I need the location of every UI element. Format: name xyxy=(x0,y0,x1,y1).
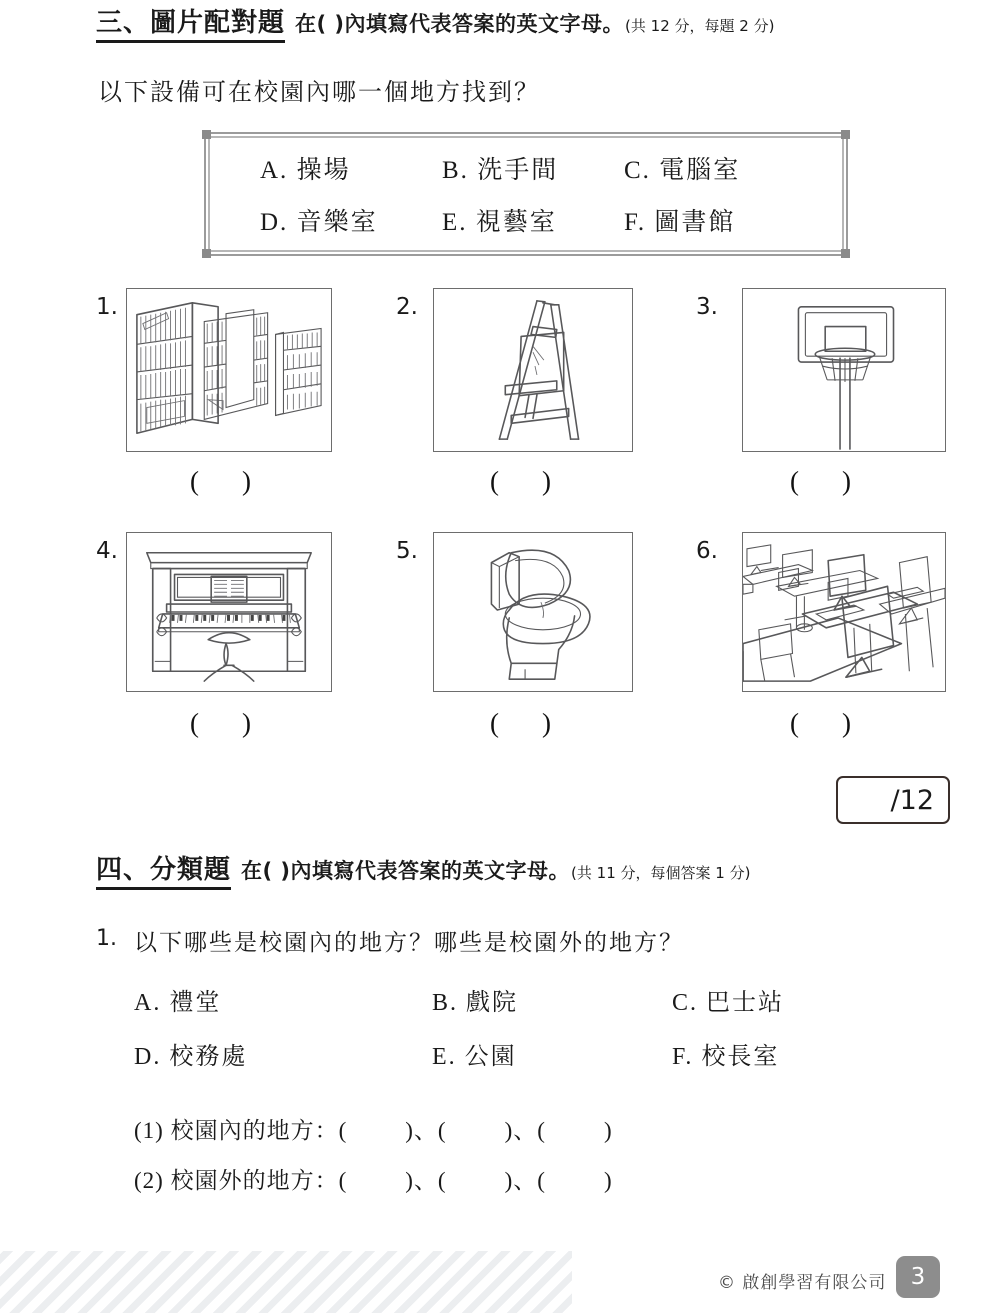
category-option-d-letter: D. xyxy=(134,1044,162,1070)
answer-row-1-blank-3[interactable]: ( ) xyxy=(537,1118,613,1143)
picture-5-answer[interactable]: ( ) xyxy=(490,708,552,738)
picture-item-6 xyxy=(696,532,946,742)
category-option-a-letter: A. xyxy=(134,990,162,1016)
picture-3-number: 3. xyxy=(696,294,718,320)
picture-1-number: 1. xyxy=(96,294,118,320)
question-1-text: 以下哪些是校園內的地方？哪些是校園外的地方？ xyxy=(134,930,684,955)
category-option-b xyxy=(432,982,518,1017)
category-option-d xyxy=(134,1036,247,1071)
picture-2-answer[interactable]: ( ) xyxy=(490,466,552,496)
picture-4-answer[interactable]: ( ) xyxy=(190,708,252,738)
picture-3-answer[interactable]: ( ) xyxy=(790,466,852,496)
answer-row-2[interactable]: (2) 校園外的地方：( )、( )、( ) xyxy=(134,1168,613,1193)
category-option-f-text: 校長室 xyxy=(701,1044,780,1070)
answer-row-1[interactable]: (1) 校園內的地方：( )、( )、( ) xyxy=(134,1118,613,1143)
option-a-letter: A. xyxy=(260,157,289,184)
option-b-text: 洗手間 xyxy=(477,157,559,184)
picture-item-3 xyxy=(696,288,946,498)
answer-row-1-blank-2[interactable]: ( ) xyxy=(437,1118,514,1143)
bookshelves-icon xyxy=(126,288,332,452)
answer-row-2-blank-2[interactable]: ( ) xyxy=(437,1168,514,1193)
option-a-text: 操場 xyxy=(296,157,351,184)
toilet-icon xyxy=(433,532,633,692)
upright-piano-icon xyxy=(126,532,332,692)
option-a xyxy=(260,150,442,186)
category-option-a xyxy=(134,982,221,1017)
picture-6-number: 6. xyxy=(696,538,718,564)
section-3-heading xyxy=(96,8,774,43)
copyright-text: © 啟創學習有限公司 xyxy=(718,1273,887,1293)
category-option-c xyxy=(672,982,784,1017)
option-e-text: 視藝室 xyxy=(475,209,557,236)
option-f-letter: F. xyxy=(624,209,647,236)
picture-item-2 xyxy=(396,288,646,498)
option-f xyxy=(624,202,806,238)
picture-item-1 xyxy=(96,288,346,498)
category-option-d-text: 校務處 xyxy=(169,1044,248,1070)
computer-room-icon xyxy=(742,532,946,692)
picture-6-answer[interactable]: ( ) xyxy=(790,708,852,738)
section-3-prompt: 以下設備可在校園內哪一個地方找到？ xyxy=(98,80,540,106)
answer-row-2-label: (2) 校園外的地方： xyxy=(134,1168,339,1193)
category-option-a-text: 禮堂 xyxy=(169,990,222,1016)
picture-2-number: 2. xyxy=(396,294,418,320)
section-3-title: 三、圖片配對題 xyxy=(96,10,285,43)
option-b xyxy=(442,150,624,186)
section-4-title: 四、分類題 xyxy=(96,857,231,890)
category-option-e xyxy=(432,1036,517,1071)
answer-row-1-blank-1[interactable]: ( ) xyxy=(338,1118,414,1143)
option-b-letter: B. xyxy=(442,157,469,184)
answer-row-2-blank-3[interactable]: ( ) xyxy=(537,1168,613,1193)
option-c-text: 電腦室 xyxy=(659,157,741,184)
picture-5-number: 5. xyxy=(396,538,418,564)
category-option-f-letter: F. xyxy=(672,1044,694,1070)
answer-row-2-blank-1[interactable]: ( ) xyxy=(338,1168,414,1193)
picture-1-answer[interactable]: ( ) xyxy=(190,466,252,496)
option-d-letter: D. xyxy=(260,209,289,236)
option-c xyxy=(624,150,806,186)
option-f-text: 圖書館 xyxy=(654,209,736,236)
option-c-letter: C. xyxy=(624,157,651,184)
picture-item-4 xyxy=(96,532,346,742)
section-4-marks: (共 11 分，每個答案 1 分) xyxy=(571,864,751,882)
category-option-b-letter: B. xyxy=(432,990,459,1016)
option-d xyxy=(260,202,442,238)
category-option-e-text: 公園 xyxy=(464,1044,517,1070)
category-option-f xyxy=(672,1036,779,1071)
section-4-heading xyxy=(96,855,750,890)
section-3-marks: (共 12 分，每題 2 分) xyxy=(625,17,775,35)
option-d-text: 音樂室 xyxy=(296,209,378,236)
picture-4-number: 4. xyxy=(96,538,118,564)
category-option-b-text: 戲院 xyxy=(466,990,519,1016)
answer-row-1-label: (1) 校園內的地方： xyxy=(134,1118,339,1143)
picture-item-5 xyxy=(396,532,646,742)
section-4-instruction: 在( )內填寫代表答案的英文字母。 xyxy=(241,859,571,883)
category-option-e-letter: E. xyxy=(432,1044,457,1070)
question-1-number: 1. xyxy=(96,926,117,951)
easel-icon xyxy=(433,288,633,452)
category-option-c-text: 巴士站 xyxy=(706,990,785,1016)
option-e-letter: E. xyxy=(442,209,468,236)
score-box-section-3: /12 xyxy=(836,776,950,824)
section-3-options-box xyxy=(204,132,848,256)
option-e xyxy=(442,202,624,238)
basketball-hoop-icon xyxy=(742,288,946,452)
page-number-badge: 3 xyxy=(896,1256,940,1298)
section-3-instruction: 在( )內填寫代表答案的英文字母。 xyxy=(295,12,625,36)
category-option-c-letter: C. xyxy=(672,990,699,1016)
